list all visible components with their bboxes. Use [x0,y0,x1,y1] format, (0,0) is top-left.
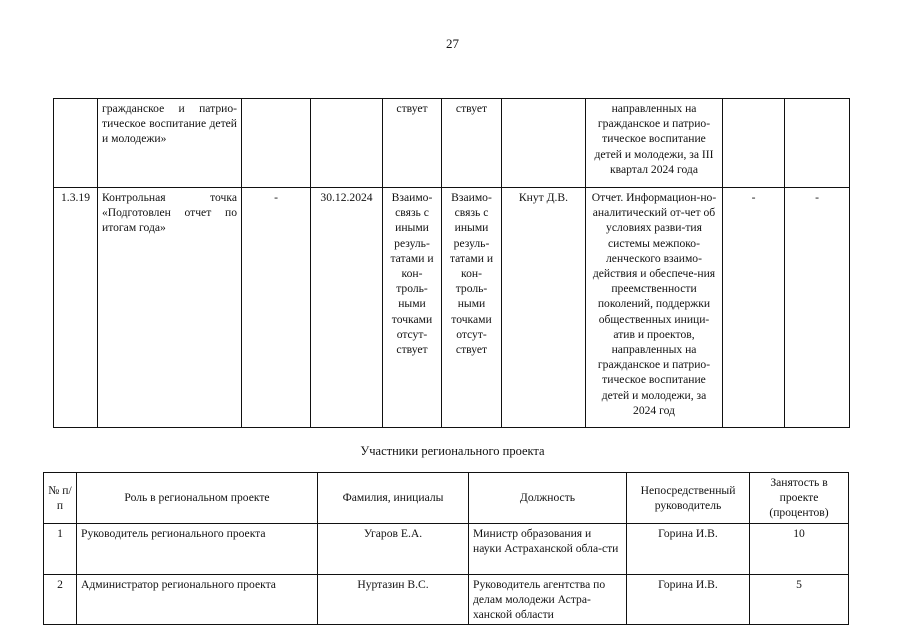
table-row [44,523,849,574]
cell-result: Отчет. Информацион-но-аналитический от-чет об условиях разви-тия системы межпоко-ленческого взаимо-действия и обеспече-ния преемственности поколений, поддержки общественных иници-атив и проектов, направленных на гражданское и патрио-тическое воспитание детей и молодежи, за 2024 год [586,188,723,428]
table-row [44,574,849,625]
cell-col9 [723,99,785,188]
cell-date [311,99,383,188]
page-number: 27 [446,36,459,51]
cell-col10: - [785,188,850,428]
section-title: Участники регионального проекта [360,444,545,458]
header-load: Занятость в проекте (процентов) [750,473,849,524]
cell-col5: ствует [383,99,442,188]
cell-col3: - [242,188,311,428]
cell-load: 10 [750,523,849,574]
cell-responsible: Кнут Д.В. [502,188,586,428]
cell-position: Руководитель агентства по делам молодежи Астра-ханской области [469,574,627,625]
cell-name: Угаров Е.А. [318,523,469,574]
header-position: Должность [469,473,627,524]
cell-role: Руководитель регионального проекта [77,523,318,574]
cell-col5: Взаимо-связь с иными резуль-татами и кон-троль-ными точками отсут-ствует [383,188,442,428]
cell-role: Администратор регионального проекта [77,574,318,625]
cell-col10 [785,99,850,188]
cell-date: 30.12.2024 [311,188,383,428]
cell-supervisor: Горина И.В. [627,523,750,574]
cell-position: Министр образования и науки Астраханской обла-сти [469,523,627,574]
cell-name: гражданское и патрио-тическое воспитание детей и молодежи» [98,99,242,188]
header-name: Фамилия, инициалы [318,473,469,524]
cell-result: направленных на гражданское и патрио-тическое воспитание детей и молодежи, за III квартал 2024 года [586,99,723,188]
table-header-row [44,473,849,524]
table-row [54,188,850,428]
header-role: Роль в региональном проекте [77,473,318,524]
header-num: № п/п [44,473,77,524]
table-row [54,99,850,188]
cell-col6: Взаимо-связь с иными резуль-татами и кон-троль-ными точками отсут-ствует [442,188,502,428]
header-supervisor: Непосредственный руководитель [627,473,750,524]
cell-col9: - [723,188,785,428]
cell-name: Контрольная точка «Подготовлен отчет по итогам года» [98,188,242,428]
control-points-table [53,98,850,428]
cell-load: 5 [750,574,849,625]
cell-supervisor: Горина И.В. [627,574,750,625]
cell-name: Нуртазин В.С. [318,574,469,625]
cell-col6: ствует [442,99,502,188]
cell-responsible [502,99,586,188]
cell-num: 2 [44,574,77,625]
cell-num: 1 [44,523,77,574]
participants-table [43,472,849,625]
cell-num: 1.3.19 [54,188,98,428]
cell-num [54,99,98,188]
cell-col3 [242,99,311,188]
